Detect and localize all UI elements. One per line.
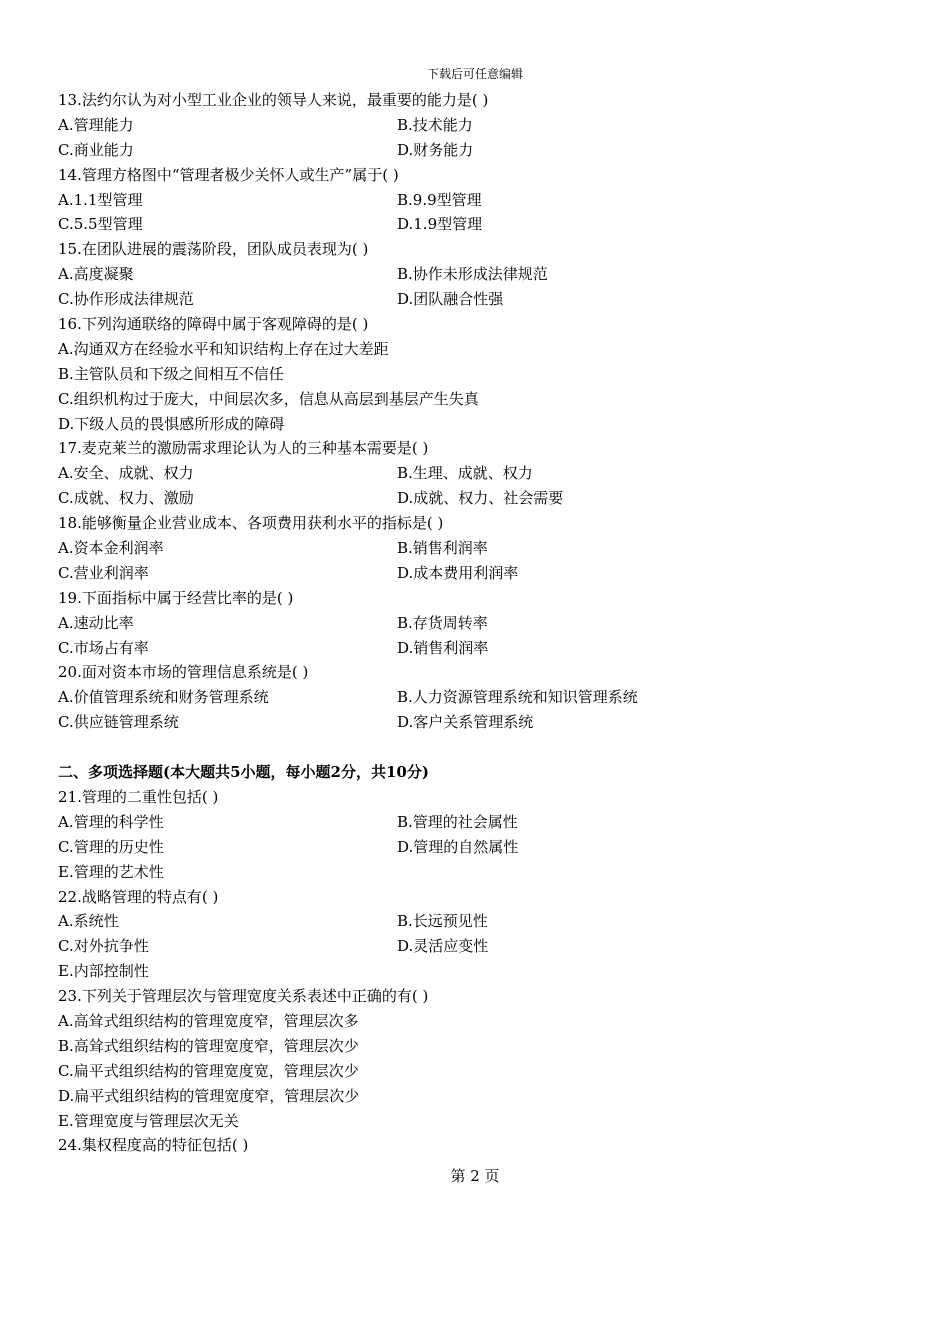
option-right: D.1.9型管理 [397,215,483,234]
page-number: 第 2 页 [450,1167,500,1185]
option-right: D.成就、权力、社会需要 [397,489,564,508]
option-right: D.团队融合性强 [397,290,504,309]
option-line: B.高耸式组织结构的管理宽度窄，管理层次少 [58,1036,359,1055]
option-left: A.资本金利润率 [58,539,164,558]
option-left: A.管理的科学性 [58,812,164,831]
question-stem: 20.面对资本市场的管理信息系统是( ) [58,663,309,682]
question-stem: 17.麦克莱兰的激励需求理论认为人的三种基本需要是( ) [58,439,429,458]
option-row [58,188,918,213]
option-right: B.销售利润率 [397,539,488,558]
question-stem: 14.管理方格图中“管理者极少关怀人或生产”属于( ) [58,165,399,184]
option-row [58,486,918,511]
option-row [58,909,918,934]
question-stem: 18.能够衡量企业营业成本、各项费用获利水平的指标是( ) [58,514,444,533]
option-right: D.客户关系管理系统 [397,713,534,732]
section-spacer [58,735,918,760]
option-row [58,287,918,312]
option-right: B.长远预见性 [397,912,488,931]
option-row [58,710,918,735]
option-right: D.财务能力 [397,140,474,159]
question-stem: 15.在团队进展的震荡阶段，团队成员表现为( ) [58,240,369,259]
option-row [58,113,918,138]
option-left: A.价值管理系统和财务管理系统 [58,688,269,707]
option-left: C.成就、权力、激励 [58,489,194,508]
option-right: B.人力资源管理系统和知识管理系统 [397,688,638,707]
header-watermark: 下载后可任意编辑 [426,67,523,81]
option-right: B.协作未形成法律规范 [397,265,548,284]
option-row [58,536,918,561]
multiple-choice-section [58,785,918,1158]
option-left: C.协作形成法律规范 [58,290,194,309]
question-stem: 24.集权程度高的特征包括( ) [58,1136,249,1155]
single-choice-section [58,88,918,735]
option-left: C.商业能力 [58,140,134,159]
option-line: C.组织机构过于庞大，中间层次多，信息从高层到基层产生失真 [58,389,479,408]
option-left: A.1.1型管理 [58,190,143,209]
question-list [58,88,918,1158]
option-left: C.供应链管理系统 [58,713,179,732]
option-row [58,835,918,860]
question-stem: 21.管理的二重性包括( ) [58,787,219,806]
section-title: 二、多项选择题(本大题共5小题，每小题2分，共10分) [58,763,429,782]
option-left: C.市场占有率 [58,638,149,657]
option-right: D.销售利润率 [397,638,489,657]
option-row [58,212,918,237]
option-line: D.扁平式组织结构的管理宽度窄，管理层次少 [58,1086,360,1105]
option-row [58,934,918,959]
option-right: B.技术能力 [397,115,473,134]
option-row [58,262,918,287]
option-row [58,461,918,486]
option-right: B.存货周转率 [397,613,488,632]
option-left: A.速动比率 [58,613,134,632]
option-left: A.安全、成就、权力 [58,464,194,483]
option-right: B.生理、成就、权力 [397,464,533,483]
question-stem: 13.法约尔认为对小型工业企业的领导人来说，最重要的能力是( ) [58,91,489,109]
option-right: D.管理的自然属性 [397,837,519,856]
option-line: E.管理的艺术性 [58,862,164,881]
option-row [58,138,918,163]
option-left: A.系统性 [58,912,119,931]
option-left: A.高度凝聚 [58,265,134,284]
option-row [58,636,918,661]
option-line: D.下级人员的畏惧感所形成的障碍 [58,414,285,433]
option-right: B.管理的社会属性 [397,812,518,831]
option-left: A.管理能力 [58,115,134,134]
option-left: C.营业利润率 [58,563,149,582]
option-row [58,561,918,586]
question-stem: 23.下列关于管理层次与管理宽度关系表述中正确的有( ) [58,987,429,1006]
option-right: B.9.9型管理 [397,190,482,209]
option-left: C.管理的历史性 [58,837,164,856]
option-line: C.扁平式组织结构的管理宽度宽，管理层次少 [58,1061,359,1080]
option-row [58,810,918,835]
option-row [58,611,918,636]
question-stem: 19.下面指标中属于经营比率的是( ) [58,588,294,607]
option-right: D.成本费用利润率 [397,563,519,582]
option-line: A.高耸式组织结构的管理宽度窄，管理层次多 [58,1011,359,1030]
question-stem: 22.战略管理的特点有( ) [58,887,219,906]
question-stem: 16.下列沟通联络的障碍中属于客观障碍的是( ) [58,315,369,334]
option-left: C.5.5型管理 [58,215,143,234]
option-line: A.沟通双方在经验水平和知识结构上存在过大差距 [58,339,389,358]
option-line: B.主管队员和下级之间相互不信任 [58,364,284,383]
option-line: E.内部控制性 [58,962,149,981]
option-right: D.灵活应变性 [397,937,489,956]
option-line: E.管理宽度与管理层次无关 [58,1111,239,1130]
option-row [58,685,918,710]
option-left: C.对外抗争性 [58,937,149,956]
